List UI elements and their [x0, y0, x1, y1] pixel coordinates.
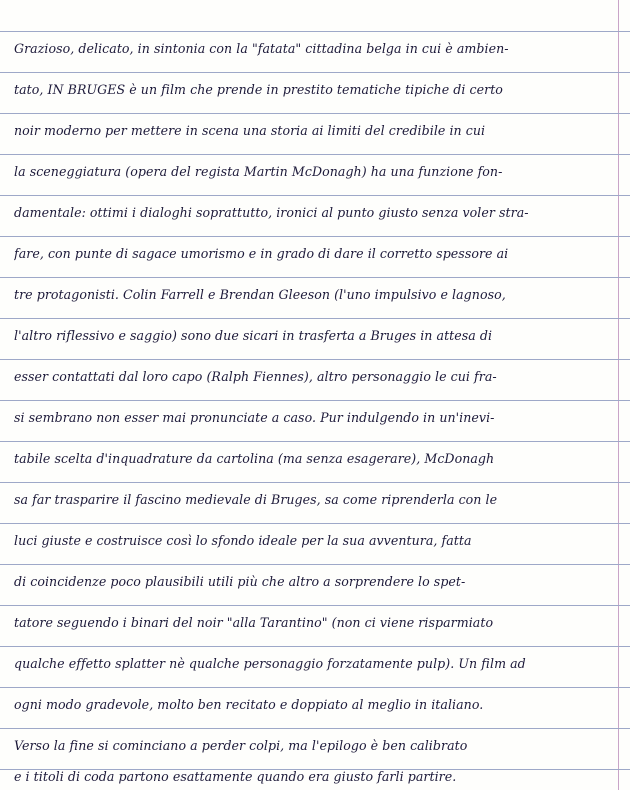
- handwritten-line: fare, con punte di sagace umorismo e in grado di dare il corretto spessore ai: [14, 246, 509, 261]
- ruled-line: [0, 318, 630, 319]
- handwritten-line: la sceneggiatura (opera del regista Martin McDonagh) ha una funzione fon-: [14, 164, 503, 179]
- ruled-line: [0, 72, 630, 73]
- handwritten-line: esser contattati dal loro capo (Ralph Fiennes), altro personaggio le cui fra-: [14, 369, 497, 384]
- ruled-line: [0, 646, 630, 647]
- ruled-line: [0, 687, 630, 688]
- handwritten-line: tato, IN BRUGES è un film che prende in prestito tematiche tipiche di certo: [14, 82, 503, 97]
- handwritten-line: Verso la fine si cominciano a perder colpi, ma l'epilogo è ben calibrato: [14, 738, 468, 753]
- ruled-line: [0, 564, 630, 565]
- ruled-line: [0, 605, 630, 606]
- handwritten-line: e i titoli di coda partono esattamente quando era giusto farli partire.: [14, 769, 457, 784]
- ruled-line: [0, 277, 630, 278]
- handwritten-line: damentale: ottimi i dialoghi soprattutto, ironici al punto giusto senza voler stra-: [14, 205, 529, 220]
- ruled-line: [0, 236, 630, 237]
- handwritten-line: sa far trasparire il fascino medievale di Bruges, sa come riprenderla con le: [14, 492, 498, 507]
- ruled-line: [0, 728, 630, 729]
- margin-line: [618, 0, 619, 790]
- handwritten-line: di coincidenze poco plausibili utili più che altro a sorprendere lo spet-: [14, 574, 466, 589]
- handwritten-line: qualche effetto splatter nè qualche personaggio forzatamente pulp). Un film ad: [14, 656, 526, 671]
- ruled-line: [0, 400, 630, 401]
- ruled-line: [0, 523, 630, 524]
- handwritten-line: tre protagonisti. Colin Farrell e Brendan Gleeson (l'uno impulsivo e lagnoso,: [14, 287, 506, 302]
- ruled-line: [0, 359, 630, 360]
- ruled-line: [0, 154, 630, 155]
- ruled-line: [0, 113, 630, 114]
- ruled-line: [0, 31, 630, 32]
- handwritten-line: luci giuste e costruisce così lo sfondo ideale per la sua avventura, fatta: [14, 533, 472, 548]
- handwritten-line: si sembrano non esser mai pronunciate a caso. Pur indulgendo in un'inevi-: [14, 410, 495, 425]
- ruled-line: [0, 482, 630, 483]
- ruled-line: [0, 441, 630, 442]
- handwritten-line: tatore seguendo i binari del noir "alla Tarantino" (non ci viene risparmiato: [14, 615, 494, 630]
- handwritten-line: tabile scelta d'inquadrature da cartolina (ma senza esagerare), McDonagh: [14, 451, 495, 466]
- ruled-line: [0, 195, 630, 196]
- handwritten-line: Grazioso, delicato, in sintonia con la "fatata" cittadina belga in cui è ambien-: [14, 41, 509, 56]
- handwritten-line: ogni modo gradevole, molto ben recitato e doppiato al meglio in italiano.: [14, 697, 484, 712]
- handwritten-line: noir moderno per mettere in scena una storia ai limiti del credibile in cui: [14, 123, 486, 138]
- handwritten-line: l'altro riflessivo e saggio) sono due sicari in trasferta a Bruges in attesa di: [14, 328, 493, 343]
